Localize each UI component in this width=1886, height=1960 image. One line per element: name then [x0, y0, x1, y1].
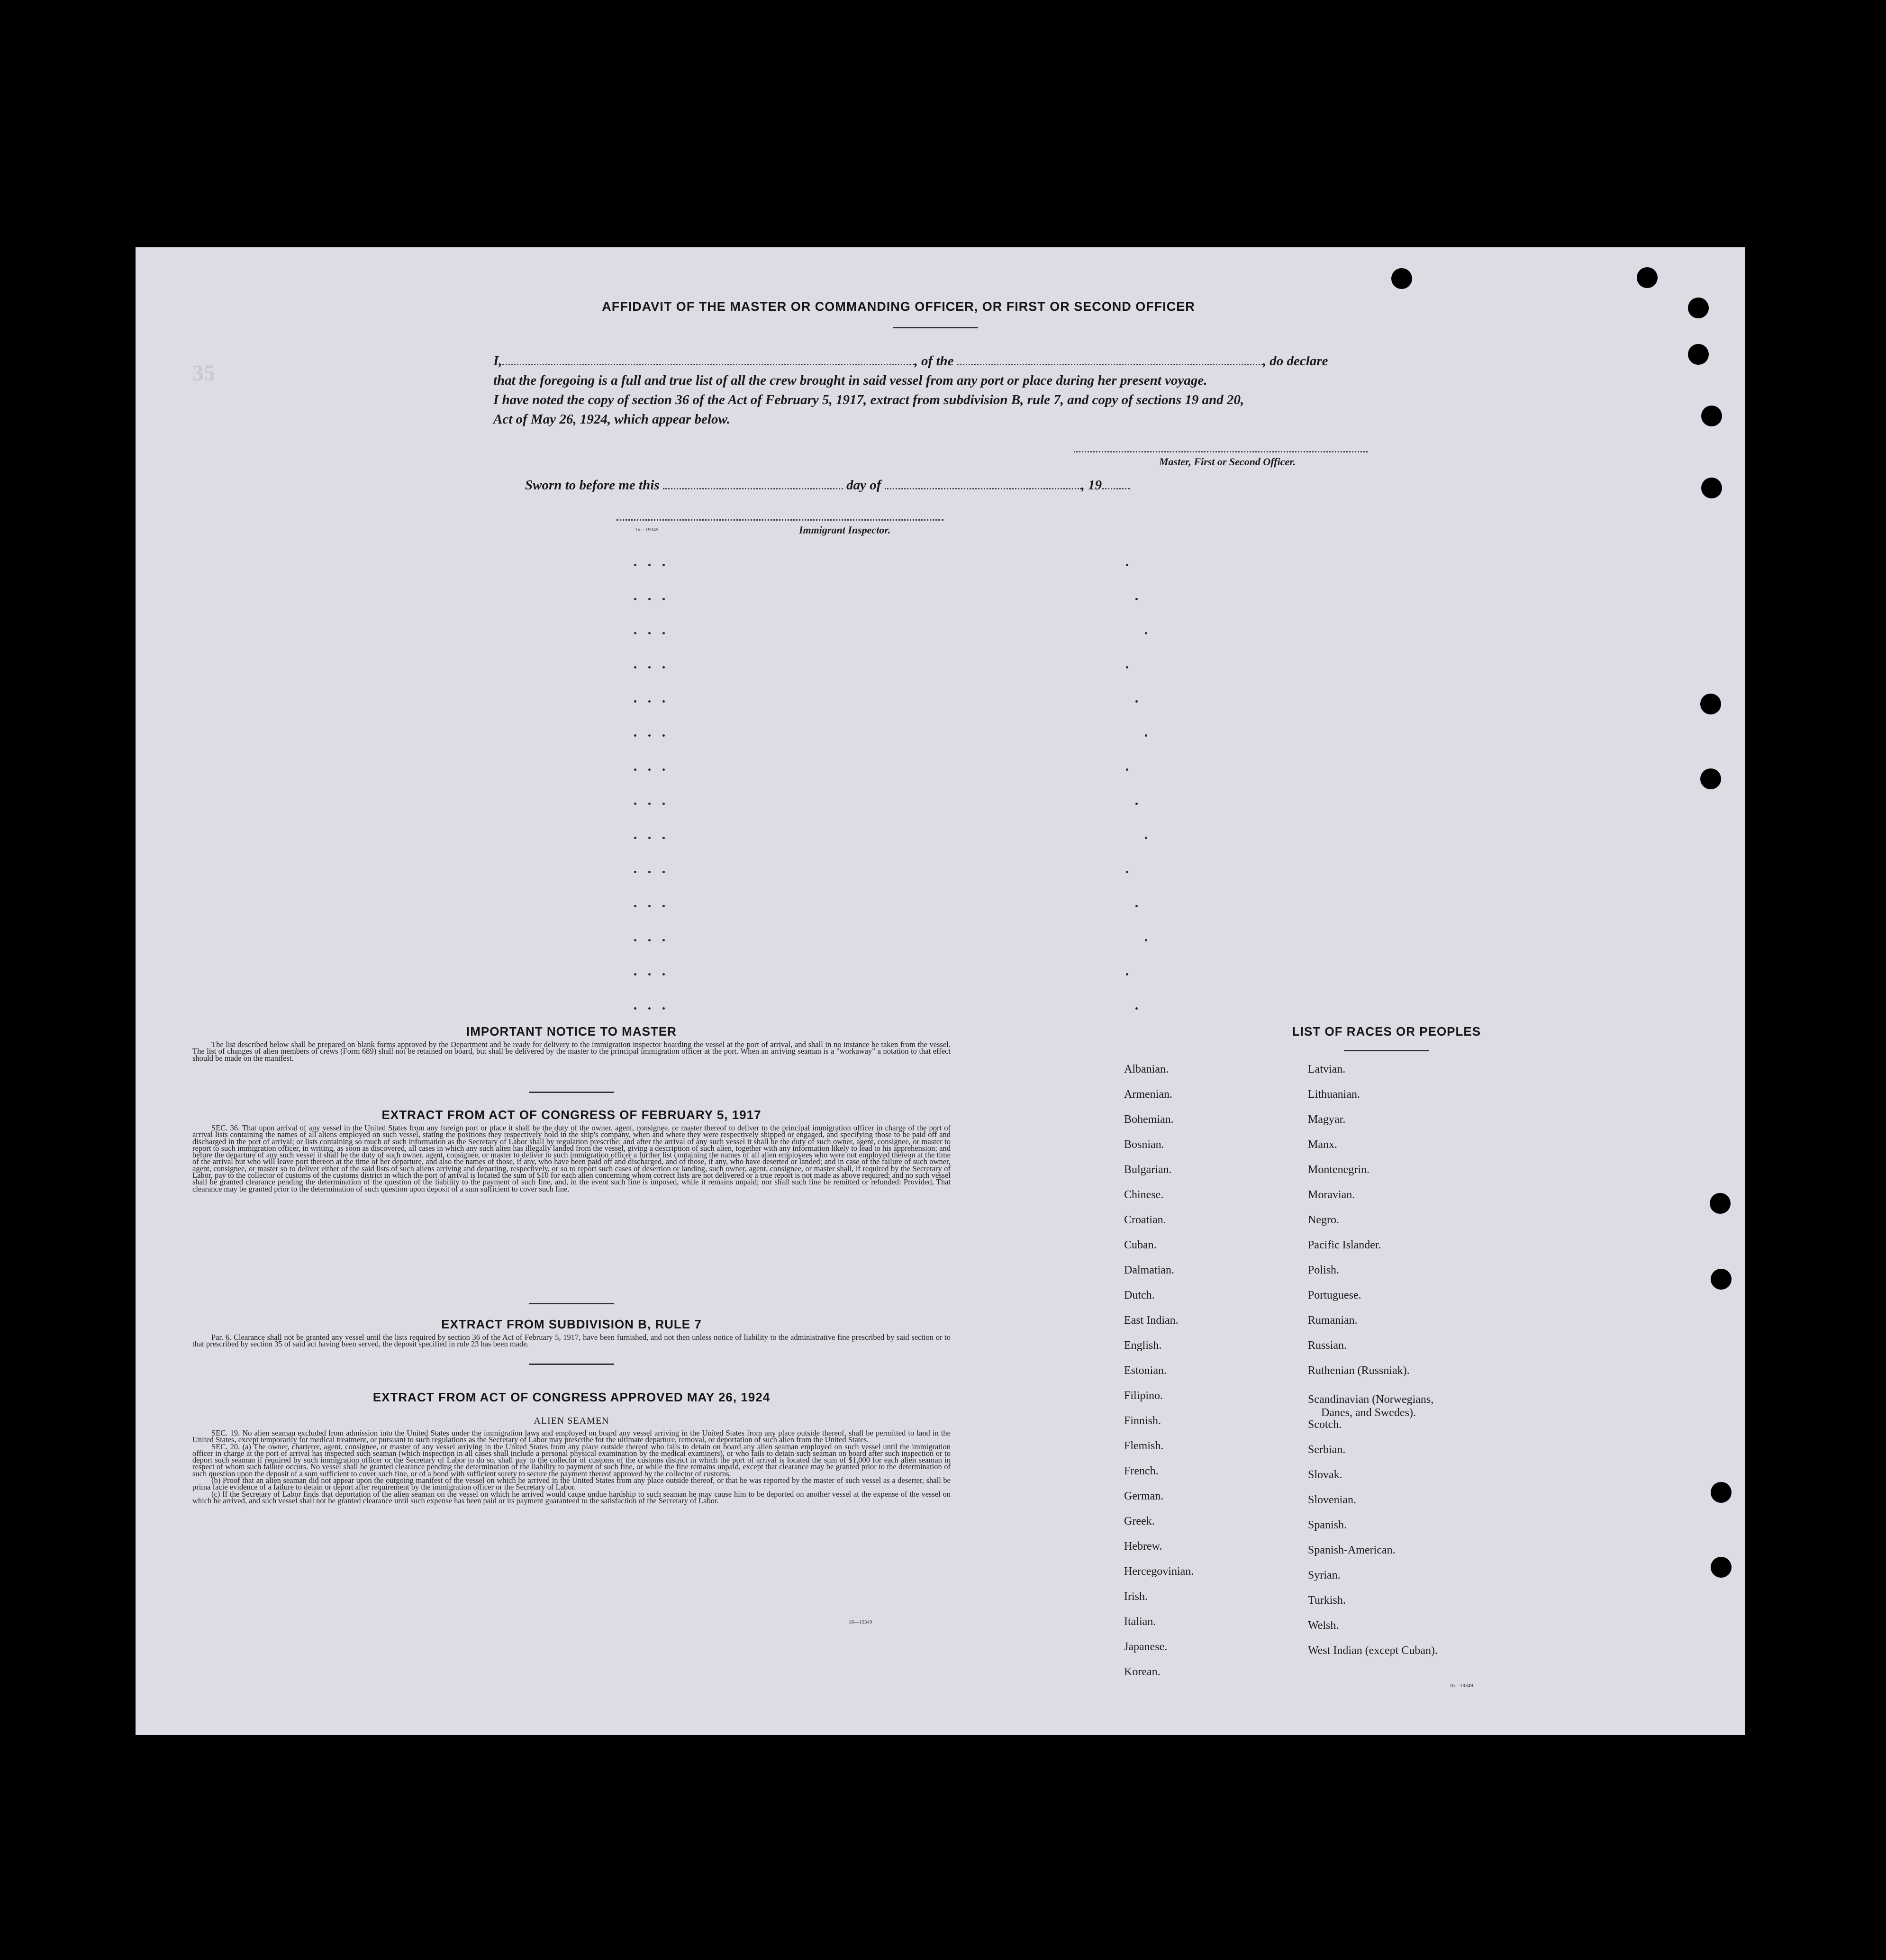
punch-hole	[1700, 694, 1721, 714]
rule-7-title: EXTRACT FROM SUBDIVISION B, RULE 7	[441, 1317, 702, 1331]
dot-mark	[648, 632, 651, 634]
race-item: Rumanian.	[1308, 1314, 1358, 1327]
race-item: Magyar.	[1308, 1113, 1346, 1126]
month-blank	[885, 488, 1081, 489]
declare-text: , do declare	[1262, 353, 1328, 369]
dot-mark	[648, 700, 651, 703]
affidavit-line-4: Act of May 26, 1924, which appear below.	[493, 412, 730, 427]
of-the-text: , of the	[914, 353, 954, 369]
race-item: Dutch.	[1124, 1289, 1155, 1301]
dot-mark	[662, 905, 665, 907]
race-item: Ruthenian (Russniak).	[1308, 1364, 1410, 1377]
name-blank	[502, 364, 915, 365]
dot-mark	[1126, 564, 1128, 566]
section-19: SEC. 19. No alien seaman excluded from admission into the United States under the immigration laws and employed on board any vessel arriving in the United States from any place outside thereof, shall be permitted to land in the United States, except temporarily for medical treatment, or pursuant to such regulations as the Secretary of Labor may prescribe for the ultimate departure, removal, or deportation of such alien from the United States.	[192, 1428, 951, 1445]
dot-mark	[662, 632, 665, 634]
dot-mark	[1145, 837, 1147, 839]
race-item: Welsh.	[1308, 1619, 1339, 1632]
dot-mark	[648, 598, 651, 600]
document-sheet	[136, 247, 1745, 1735]
dot-mark	[634, 700, 636, 703]
dot-mark	[634, 768, 636, 771]
dot-mark	[648, 666, 651, 668]
notice-title: IMPORTANT NOTICE TO MASTER	[466, 1024, 677, 1039]
race-item: Korean.	[1124, 1666, 1161, 1678]
dot-mark	[634, 939, 636, 941]
race-item: Croatian.	[1124, 1214, 1166, 1226]
day-of-text: day of	[846, 478, 881, 493]
race-item: Bohemian.	[1124, 1113, 1174, 1126]
dot-mark	[634, 1007, 636, 1010]
race-item: Spanish.	[1308, 1519, 1347, 1531]
sworn-text: Sworn to before me this	[525, 478, 660, 493]
dot-mark	[1126, 973, 1128, 975]
extract-1917-title: EXTRACT FROM ACT OF CONGRESS OF FEBRUARY 5, 1917	[381, 1108, 762, 1122]
dot-mark	[662, 768, 665, 771]
race-item: English.	[1124, 1339, 1162, 1352]
dot-mark	[648, 1007, 651, 1010]
race-item: Portuguese.	[1308, 1289, 1361, 1301]
extract-1917-text: SEC. 36. That upon arrival of any vessel in the United States from any foreign port or place it shall be the duty of the owner, agent, consignee, or master thereof to deliver to the principal immigration officer in charge of the port of arrival lists containing the names of all aliens employed on such vessel, stating the positions they respectively hold in the ship's company, when and where they were respectively shipped or engaged, and specifying those to be paid off and discharged in the port of arrival; or lists containing so much of such information as the Secretary of Labor shall by regulation prescribe; and after the arrival of any such vessel it shall be the duty of such owner, agent, consignee, or master to report to such immigration officer, in writing, as soon as discovered, all cases in which any such alien has illegally landed from the vessel, giving a description of such alien, together with any information likely to lead to his apprehension; and before the departure of any such vessel it shall be the duty of such owner, agent, consignee, or master to deliver to such immigration officer a further list containing the names of all alien employees who were not employed thereon at the time of the arrival but who will leave port thereon at the time of her departure, and also the names of those, if any, who have been paid off and discharged, and of those, if any, who have deserted or landed; and in case of the failure of such owner, agent, consignee, or master so to deliver either of the said lists of such aliens arriving and departing, respectively, or so to report such cases of desertion or landing, such owner, agent, consignee, or master shall, if required by the Secretary of Labor, pay to the collector of customs of the customs district in which the port of arrival is located the sum of $10 for each alien concerning whom correct lists are not delivered or a true report is not made as above required; and no such vessel shall be granted clearance pending the determination of the question of the liability to the payment of such fine, and, in the event such fine is imposed, while it remains unpaid; nor shall such fine be remitted or refunded: Provided, That clearance may be granted prior to the determination of such question upon deposit of a sum sufficient to cover such fine.	[192, 1123, 951, 1193]
dot-mark	[648, 734, 651, 737]
dot-mark	[634, 632, 636, 634]
dot-mark	[648, 939, 651, 941]
race-item: East Indian.	[1124, 1314, 1179, 1327]
dot-mark	[662, 734, 665, 737]
race-item: Montenegrin.	[1308, 1164, 1369, 1176]
dot-mark	[662, 837, 665, 839]
dot-mark	[648, 871, 651, 873]
race-item: Spanish-American.	[1308, 1544, 1396, 1556]
dot-mark	[1135, 905, 1138, 907]
sworn-line	[525, 476, 1236, 495]
race-item: Pacific Islander.	[1308, 1239, 1381, 1251]
extract-1924-text	[192, 1430, 951, 1504]
notice-text: The list described below shall be prepared on blank forms approved by the Department and be ready for delivery to the immigration inspector boarding the vessel at the port of arrival, and shall in no instance be taken from the vessel. The list of changes of alien members of crews (Form 689) shall not be retained on board, but shall be delivered by the master to the principal immigration officer at the port. When an arriving seaman is a "workaway" a notation to that effect should be made on the manifest.	[192, 1040, 951, 1063]
dot-mark	[1135, 700, 1138, 703]
alien-seamen-subtitle: ALIEN SEAMEN	[534, 1416, 609, 1426]
race-item: Flemish.	[1124, 1440, 1164, 1452]
dot-mark	[634, 564, 636, 566]
affidavit-line-1	[493, 352, 1384, 371]
punch-hole	[1710, 1193, 1731, 1214]
dot-mark	[662, 700, 665, 703]
dot-mark	[1126, 666, 1128, 668]
race-item: Italian.	[1124, 1616, 1156, 1628]
dot-mark	[648, 837, 651, 839]
dot-mark	[1126, 871, 1128, 873]
race-item: Russian.	[1308, 1339, 1347, 1352]
race-item: German.	[1124, 1490, 1164, 1502]
inspector-signature-line	[617, 519, 943, 521]
form-number: 16—19349	[1450, 1683, 1473, 1689]
divider	[529, 1303, 614, 1304]
dot-mark	[634, 666, 636, 668]
race-item: Hercegovinian.	[1124, 1565, 1194, 1578]
dot-mark	[634, 905, 636, 907]
dot-mark	[662, 666, 665, 668]
affidavit-title: AFFIDAVIT OF THE MASTER OR COMMANDING OFFICER, OR FIRST OR SECOND OFFICER	[602, 299, 1195, 314]
divider	[529, 1092, 614, 1093]
vessel-blank	[957, 364, 1263, 365]
punch-hole	[1711, 1557, 1732, 1578]
dot-mark	[1145, 939, 1147, 941]
rule-7-text: Par. 6. Clearance shall not be granted any vessel until the lists required by section 36 of the Act of February 5, 1917, have been furnished, and not then unless notice of liability to the administrative fine prescribed by said section or to that prescribed by section 35 of said act having been served, the deposit specified in rule 23 has been made.	[192, 1333, 951, 1349]
race-item: Slovak.	[1308, 1469, 1342, 1481]
race-item: Irish.	[1124, 1590, 1148, 1603]
dot-mark	[1135, 803, 1138, 805]
margin-mark: 35	[192, 361, 215, 386]
dot-mark	[634, 871, 636, 873]
dot-mark	[648, 973, 651, 975]
punch-hole	[1700, 768, 1721, 789]
dot-mark	[634, 598, 636, 600]
race-item: Latvian.	[1308, 1063, 1346, 1075]
race-item: Greek.	[1124, 1515, 1155, 1527]
dot-mark	[662, 939, 665, 941]
year-blank	[1102, 488, 1130, 489]
race-item: Lithuanian.	[1308, 1088, 1360, 1101]
race-item: Slovenian.	[1308, 1494, 1356, 1506]
section-20c: (c) If the Secretary of Labor finds that deportation of the alien seaman on the vessel on which he arrived would cause undue hardship to such seaman he may cause him to be deported on another vessel at the expense of the vessel on which he arrived, and such vessel shall not be granted clearance until such expense has been paid or its payment guaranteed to the satisfaction of the Secretary of Labor.	[192, 1489, 951, 1505]
dot-mark	[662, 598, 665, 600]
dot-mark	[634, 734, 636, 737]
race-item: Estonian.	[1124, 1364, 1167, 1377]
race-item: West Indian (except Cuban).	[1308, 1644, 1438, 1657]
race-item: Finnish.	[1124, 1415, 1161, 1427]
day-blank	[663, 488, 843, 489]
dot-mark	[1135, 598, 1138, 600]
dot-mark	[1145, 632, 1147, 634]
dot-mark	[634, 837, 636, 839]
extract-1924-title: EXTRACT FROM ACT OF CONGRESS APPROVED MAY 26, 1924	[372, 1390, 771, 1404]
punch-hole	[1688, 344, 1709, 365]
race-item: Moravian.	[1308, 1189, 1355, 1201]
divider	[1344, 1050, 1429, 1051]
dot-mark	[662, 871, 665, 873]
divider	[529, 1364, 614, 1365]
race-item: Chinese.	[1124, 1189, 1164, 1201]
race-item: Serbian.	[1308, 1444, 1346, 1456]
race-item: Scandinavian (Norwegians,	[1308, 1393, 1434, 1406]
race-item: Danes, and Swedes).	[1321, 1407, 1416, 1419]
punch-hole	[1701, 406, 1722, 426]
affidavit-line-3: I have noted the copy of section 36 of the Act of February 5, 1917, extract from subdivision B, rule 7, and copy of sections 19 and 20,	[493, 392, 1244, 407]
race-item: Bosnian.	[1124, 1138, 1164, 1151]
punch-hole	[1391, 268, 1412, 289]
race-item: Syrian.	[1308, 1569, 1341, 1581]
race-item: Hebrew.	[1124, 1540, 1162, 1553]
year-prefix: , 19	[1081, 478, 1102, 493]
affidavit-i: I,	[493, 353, 502, 369]
dot-mark	[662, 564, 665, 566]
master-signature-label: Master, First or Second Officer.	[1159, 456, 1296, 468]
dot-mark	[648, 803, 651, 805]
affidavit-line-2: that the foregoing is a full and true list of all the crew brought in said vessel from any port or place during her present voyage.	[493, 373, 1207, 388]
form-number: 16—19349	[849, 1619, 872, 1625]
race-item: Armenian.	[1124, 1088, 1172, 1101]
race-item: Cuban.	[1124, 1239, 1157, 1251]
race-item: Bulgarian.	[1124, 1164, 1172, 1176]
race-item: Dalmatian.	[1124, 1264, 1174, 1276]
dot-mark	[634, 803, 636, 805]
race-item: Manx.	[1308, 1138, 1337, 1151]
race-item: Albanian.	[1124, 1063, 1169, 1075]
section-20b: (b) Proof that an alien seaman did not appear upon the outgoing manifest of the vessel on which he arrived in the United States from any place outside thereof, or that he was reported by the master of such vessel as a deserter, shall be prima facie evidence of a failure to detain or deport after requirement by the immigration officer or the Secretary of Labor.	[192, 1476, 951, 1492]
inspector-label: Immigrant Inspector.	[799, 524, 891, 536]
punch-hole	[1701, 478, 1722, 498]
race-item: Filipino.	[1124, 1390, 1163, 1402]
races-title: LIST OF RACES OR PEOPLES	[1292, 1024, 1481, 1039]
punch-hole	[1711, 1269, 1732, 1290]
dot-mark	[1135, 1007, 1138, 1010]
race-item: French.	[1124, 1465, 1159, 1477]
dot-mark	[648, 905, 651, 907]
dot-mark	[648, 768, 651, 771]
punch-hole	[1637, 267, 1658, 288]
dot-mark	[634, 973, 636, 975]
race-item: Negro.	[1308, 1214, 1339, 1226]
dot-mark	[662, 1007, 665, 1010]
punch-hole	[1711, 1482, 1732, 1503]
master-signature-line	[1074, 451, 1368, 452]
section-20a: SEC. 20. (a) The owner, charterer, agent, consignee, or master of any vessel arriving in the United States from any place outside thereof who fails to detain on board any alien seaman employed on such vessel until the immigration officer in charge at the port of arrival has inspected such seaman (which inspection in all cases shall include a personal physical examination by the medical examiners), or who fails to detain such seaman on board after such inspection or to deport such seaman if required by such immigration officer or the Secretary of Labor to do so, shall pay to the collector of customs of the customs district in which the port of arrival is located the sum of $1,000 for each alien seaman in respect of whom such failure occurs. No vessel shall be granted clearance pending the determination of the liability to payment of such fine, or while the fine remains unpaid, except that clearance may be granted prior to the determination of such question upon the deposit of a sum sufficient to cover such fine, or of a bond with sufficient surety to secure the payment thereof approved by the collector of customs.	[192, 1442, 951, 1478]
form-number: 16—19349	[635, 527, 659, 533]
divider	[893, 327, 978, 328]
dot-mark	[662, 973, 665, 975]
dot-mark	[662, 803, 665, 805]
punch-hole	[1688, 298, 1709, 318]
race-item: Polish.	[1308, 1264, 1340, 1276]
race-item: Scotch.	[1308, 1418, 1342, 1431]
race-item: Japanese.	[1124, 1641, 1168, 1653]
dot-mark	[648, 564, 651, 566]
dot-mark	[1126, 768, 1128, 771]
dot-mark	[1145, 734, 1147, 737]
race-item: Turkish.	[1308, 1594, 1346, 1607]
